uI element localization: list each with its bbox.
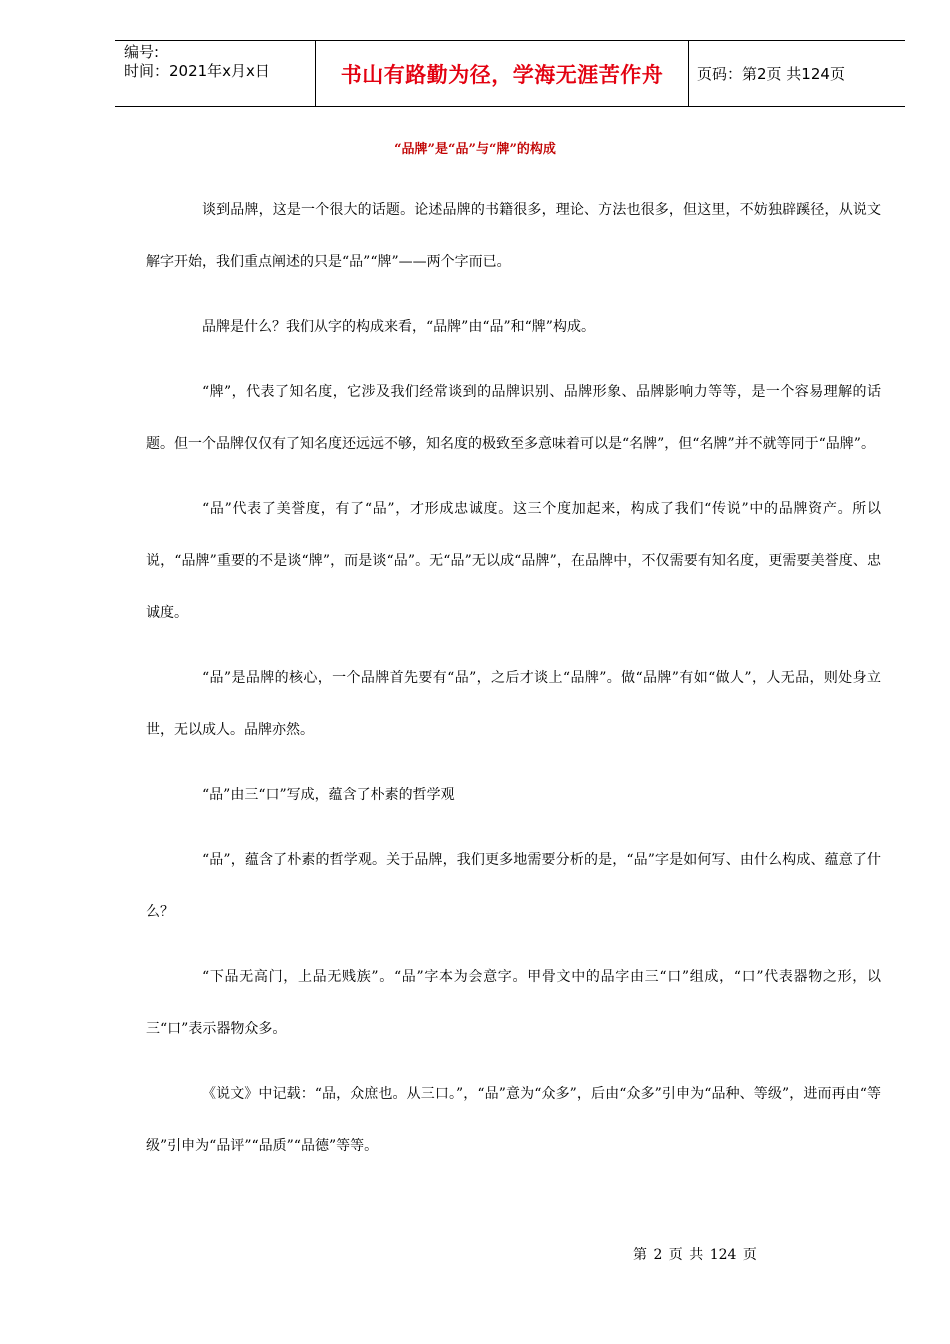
page-header — [115, 40, 905, 107]
paragraph: “牌”，代表了知名度，它涉及我们经常谈到的品牌识别、品牌形象、品牌影响力等等，是一个容易理解的话题。但一个品牌仅仅有了知名度还远远不够，知名度的极致至多意味着可以是“名牌”，但“名牌”并不就等同于“品牌”。 — [146, 384, 881, 452]
document-time-label: 时间：2021年x月x日 — [124, 62, 270, 80]
paragraph: 品牌是什么？我们从字的构成来看，“品牌”由“品”和“牌”构成。 — [202, 319, 595, 335]
paragraph: 《说文》中记载：“品，众庶也。从三口。”，“品”意为“众多”，后由“众多”引申为“品种、等级”，进而再由“等级”引申为“品评”“品质”“品德”等等。 — [146, 1086, 881, 1154]
header-meta — [115, 41, 316, 106]
document-title: “品牌”是“品”与“牌”的构成 — [394, 142, 556, 157]
header-page-info: 页码：第2页 共124页 — [697, 65, 845, 83]
section-heading: “品”由三“口”写成，蕴含了朴素的哲学观 — [202, 787, 455, 803]
header-motto: 书山有路勤为径，学海无涯苦作舟 — [316, 41, 689, 106]
paragraph: 谈到品牌，这是一个很大的话题。论述品牌的书籍很多，理论、方法也很多，但这里，不妨独辟蹊径，从说文解字开始，我们重点阐述的只是“品”“牌”——两个字而已。 — [146, 202, 881, 270]
page-footer: 第 2 页 共 124 页 — [633, 1247, 757, 1263]
paragraph: “品”是品牌的核心，一个品牌首先要有“品”，之后才谈上“品牌”。做“品牌”有如“做人”，人无品，则处身立世，无以成人。品牌亦然。 — [146, 670, 881, 738]
paragraph: “品”代表了美誉度，有了“品”，才形成忠诚度。这三个度加起来，构成了我们“传说”中的品牌资产。所以说，“品牌”重要的不是谈“牌”，而是谈“品”。无“品”无以成“品牌”，在品牌中，不仅需要有知名度，更需要美誉度、忠诚度。 — [146, 501, 881, 621]
paragraph: “品”，蕴含了朴素的哲学观。关于品牌，我们更多地需要分析的是，“品”字是如何写、由什么构成、蕴意了什么？ — [146, 852, 881, 920]
document-number-label: 编号: — [124, 43, 160, 61]
paragraph: “下品无高门，上品无贱族”。“品”字本为会意字。甲骨文中的品字由三“口”组成，“口”代表器物之形，以三“口”表示器物众多。 — [146, 969, 881, 1037]
document-body — [146, 184, 881, 1185]
